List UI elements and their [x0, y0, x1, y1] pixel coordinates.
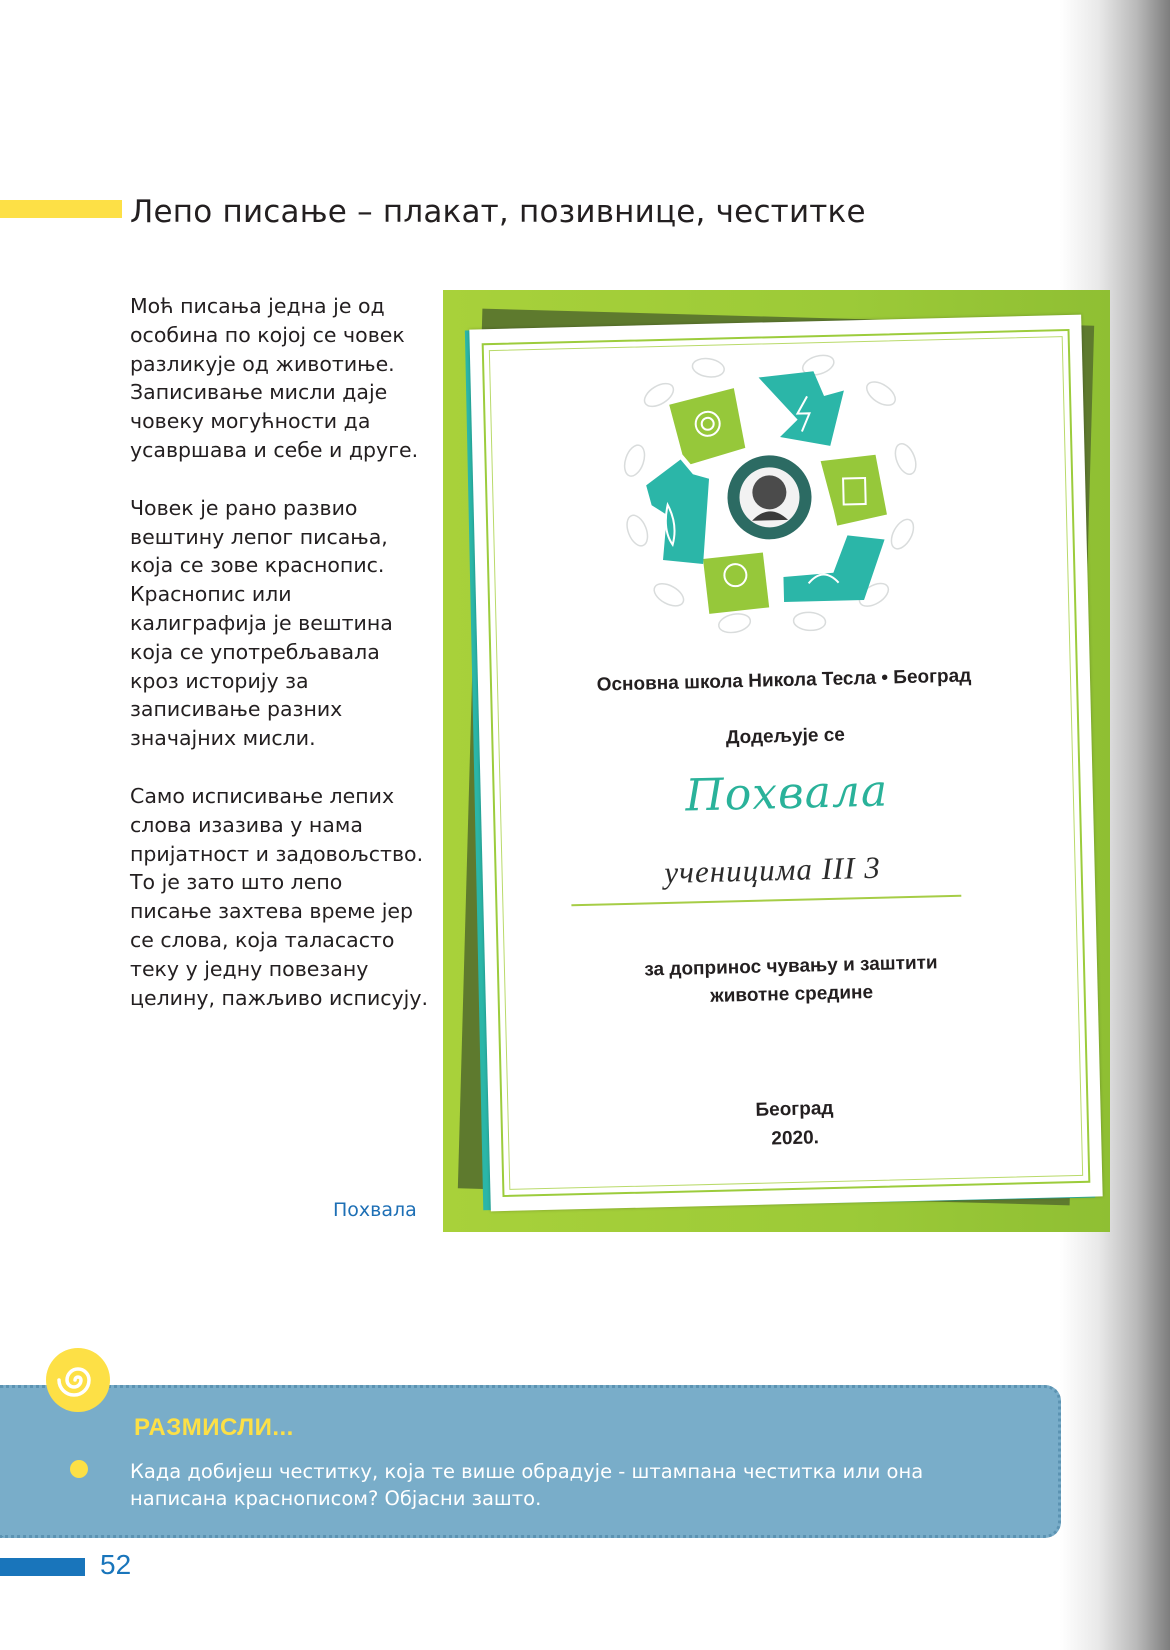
spiral-icon	[46, 1348, 110, 1412]
paragraph-1: Моћ писања једна је од особина по којој се човек разликује од животиње. Записивање мисли даје човеку могућности да усавршава и себе и друге.	[130, 294, 419, 462]
heading-accent-bar	[0, 200, 122, 218]
award-reason-line-2: животне средине	[709, 981, 874, 1007]
page-number-bar	[0, 1558, 85, 1576]
certificate	[469, 315, 1102, 1212]
school-logo	[618, 349, 925, 636]
body-text	[130, 292, 430, 1041]
think-question: Када добијеш честитку, која те више обрадује - штампана честитка или она написана краснописом? Објасни зашто.	[130, 1460, 924, 1510]
school-name: Основна школа Никола Тесла • Београд	[596, 665, 972, 696]
bullet-icon	[70, 1460, 88, 1478]
paragraph-2: Човек је рано развио вештину лепог писања, која се зове краснопис. Краснопис или калиграфија је вештина која се употребљавала кроз историју за записивање разних значајних мисли.	[130, 495, 393, 751]
certificate-place: Београд	[755, 1097, 834, 1121]
page-heading: Лепо писање – плакат, позивнице, честитке	[130, 194, 866, 230]
paragraph-3: Само исписивање лепих слова изазива у нама пријатност и задовољство. То је зато што лепо писање захтева време јер се слова, која таласасто теку у једну повезану целину, пажљиво исписују.	[130, 783, 429, 1010]
award-title: Похвала	[684, 765, 889, 822]
think-title: РАЗМИСЛИ...	[134, 1414, 294, 1441]
certificate-year: 2020.	[771, 1127, 820, 1150]
page-number: 52	[100, 1549, 132, 1580]
award-reason-line-1: за допринос чувању и заштити	[644, 952, 938, 981]
recipient-handwriting: ученицима III 3	[663, 849, 882, 890]
figure-caption: Похвала	[333, 1199, 417, 1221]
awarded-label: Додељује се	[725, 724, 846, 749]
